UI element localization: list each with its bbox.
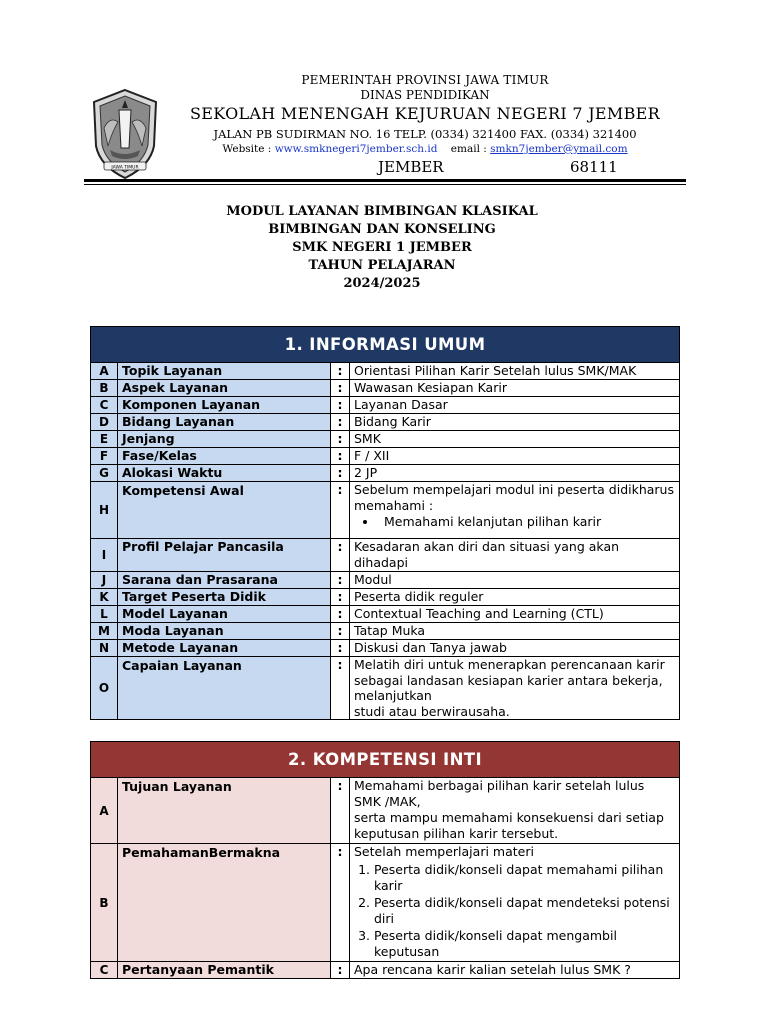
table-row (91, 606, 680, 623)
row-letter: H (91, 482, 118, 539)
row-value: Orientasi Pilihan Karir Setelah lulus SMK/MAK (350, 363, 680, 380)
row-value: SMK (350, 431, 680, 448)
row-letter: G (91, 465, 118, 482)
table-row (91, 778, 680, 844)
row-label: Kompetensi Awal (118, 482, 331, 539)
row-label: Tujuan Layanan (118, 778, 331, 844)
section-header: 1. INFORMASI UMUM (91, 327, 680, 363)
table-row (91, 844, 680, 962)
row-colon: : (331, 606, 350, 623)
department-line: DINAS PENDIDIKAN (360, 88, 490, 102)
row-label: Target Peserta Didik (118, 589, 331, 606)
row-letter: M (91, 623, 118, 640)
row-letter: A (91, 778, 118, 844)
document-subtitle: BIMBINGAN DAN KONSELING (268, 222, 496, 237)
table-row (91, 431, 680, 448)
row-letter: I (91, 539, 118, 572)
row-label: Jenjang (118, 431, 331, 448)
row-colon: : (331, 397, 350, 414)
list-item: 1. Peserta didik/konseli dapat memahami pilihan karir (374, 862, 675, 894)
service-objective-text: Memahami berbagai pilihan karir setelah lulus SMK /MAK, (354, 778, 645, 809)
table-row (91, 589, 680, 606)
row-letter: A (91, 363, 118, 380)
row-label: PemahamanBermakna (118, 844, 331, 962)
school-name: SEKOLAH MENENGAH KEJURUAN NEGERI 7 JEMBER (190, 104, 660, 123)
row-letter: B (91, 844, 118, 962)
government-line: PEMERINTAH PROVINSI JAWA TIMUR (301, 73, 549, 87)
row-label: Komponen Layanan (118, 397, 331, 414)
meaningful-understanding-intro: Setelah memperlajari materi (354, 844, 534, 859)
row-colon: : (331, 539, 350, 572)
row-letter: O (91, 657, 118, 720)
service-objective-text-cont: serta mampu memahami konsekuensi dari setiap keputusan pilihan karir tersebut. (354, 810, 664, 841)
row-label: Topik Layanan (118, 363, 331, 380)
row-letter: F (91, 448, 118, 465)
postal-code: 68111 (570, 158, 618, 176)
row-value: Peserta didik reguler (350, 589, 680, 606)
section-header: 2. KOMPETENSI INTI (91, 742, 680, 778)
document-title: MODUL LAYANAN BIMBINGAN KLASIKAL (226, 204, 538, 219)
row-value: Kesadaran akan diri dan situasi yang akan dihadapi (350, 539, 680, 572)
svg-text:JAWA TIMUR: JAWA TIMUR (111, 165, 139, 171)
table-row (91, 465, 680, 482)
row-colon: : (331, 640, 350, 657)
letterhead-divider-thick (84, 179, 686, 182)
service-outcome-text-end: studi atau berwirausaha. (354, 703, 510, 719)
table-row (91, 657, 680, 720)
table-row (91, 448, 680, 465)
document-title-block (90, 203, 674, 293)
row-label: Aspek Layanan (118, 380, 331, 397)
row-label: Pertanyaan Pemantik (118, 962, 331, 979)
general-information-table (90, 326, 680, 720)
website-label: Website : (222, 143, 275, 155)
row-value: Wawasan Kesiapan Karir (350, 380, 680, 397)
letterhead (170, 72, 680, 178)
row-label: Fase/Kelas (118, 448, 331, 465)
initial-competence-text: Sebelum mempelajari modul ini peserta didikharus memahami : (354, 482, 674, 513)
table-row (91, 414, 680, 431)
table-row (91, 623, 680, 640)
row-value: 2 JP (350, 465, 680, 482)
table-row (91, 397, 680, 414)
row-label: Sarana dan Prasarana (118, 572, 331, 589)
document-school: SMK NEGERI 1 JEMBER (292, 240, 472, 255)
row-value (350, 844, 680, 962)
east-java-emblem-logo (90, 88, 160, 180)
row-colon: : (331, 844, 350, 962)
row-letter: D (91, 414, 118, 431)
document-year: 2024/2025 (343, 276, 421, 291)
core-competence-table (90, 741, 680, 979)
table-row (91, 572, 680, 589)
list-item: • Memahami kelanjutan pilihan karir (378, 514, 675, 530)
row-value: Tatap Muka (350, 623, 680, 640)
row-label: Alokasi Waktu (118, 465, 331, 482)
row-colon: : (331, 465, 350, 482)
table-row (91, 539, 680, 572)
row-letter: N (91, 640, 118, 657)
row-letter: C (91, 962, 118, 979)
row-colon: : (331, 431, 350, 448)
table-row (91, 380, 680, 397)
email-label: email : (450, 143, 491, 155)
row-value: Modul (350, 572, 680, 589)
list-item: 3. Peserta didik/konseli dapat mengambil keputusan (374, 928, 675, 960)
email-link[interactable]: smkn7jember@ymail.com (490, 143, 628, 155)
row-colon: : (331, 448, 350, 465)
row-colon: : (331, 962, 350, 979)
row-letter: C (91, 397, 118, 414)
contact-line (170, 142, 680, 156)
row-value: Apa rencana karir kalian setelah lulus SMK ? (350, 962, 680, 979)
city-line (170, 156, 680, 178)
row-colon: : (331, 623, 350, 640)
row-label: Profil Pelajar Pancasila (118, 539, 331, 572)
school-address: JALAN PB SUDIRMAN NO. 16 TELP. (0334) 321400 FAX. (0334) 321400 (213, 127, 637, 141)
row-label: Model Layanan (118, 606, 331, 623)
document-year-label: TAHUN PELAJARAN (308, 258, 456, 273)
website-link[interactable]: www.smknegeri7jember.sch.id (274, 143, 438, 155)
table-row (91, 640, 680, 657)
row-value: Diskusi dan Tanya jawab (350, 640, 680, 657)
table-row (91, 363, 680, 380)
row-colon: : (331, 589, 350, 606)
row-label: Capaian Layanan (118, 657, 331, 720)
row-value: Contextual Teaching and Learning (CTL) (350, 606, 680, 623)
list-item: 2. Peserta didik/konseli dapat mendeteksi potensi diri (374, 895, 675, 927)
row-value: Bidang Karir (350, 414, 680, 431)
table-row (91, 482, 680, 539)
row-label: Metode Layanan (118, 640, 331, 657)
row-colon: : (331, 572, 350, 589)
row-colon: : (331, 414, 350, 431)
row-colon: : (331, 482, 350, 539)
city: JEMBER (378, 158, 444, 176)
row-letter: K (91, 589, 118, 606)
row-label: Moda Layanan (118, 623, 331, 640)
service-outcome-text: Melatih diri untuk menerapkan perencanaan karir sebagai landasan kesiapan karier antara bekerja, melanjutkan (354, 657, 665, 703)
row-letter: J (91, 572, 118, 589)
row-value (350, 482, 680, 539)
row-colon: : (331, 363, 350, 380)
row-colon: : (331, 380, 350, 397)
row-letter: B (91, 380, 118, 397)
table-row (91, 962, 680, 979)
row-letter: E (91, 431, 118, 448)
row-letter: L (91, 606, 118, 623)
row-value (350, 657, 680, 720)
letterhead-divider-thin (84, 184, 686, 185)
row-value: F / XII (350, 448, 680, 465)
row-label: Bidang Layanan (118, 414, 331, 431)
row-value: Layanan Dasar (350, 397, 680, 414)
row-colon: : (331, 657, 350, 720)
row-colon: : (331, 778, 350, 844)
row-value (350, 778, 680, 844)
